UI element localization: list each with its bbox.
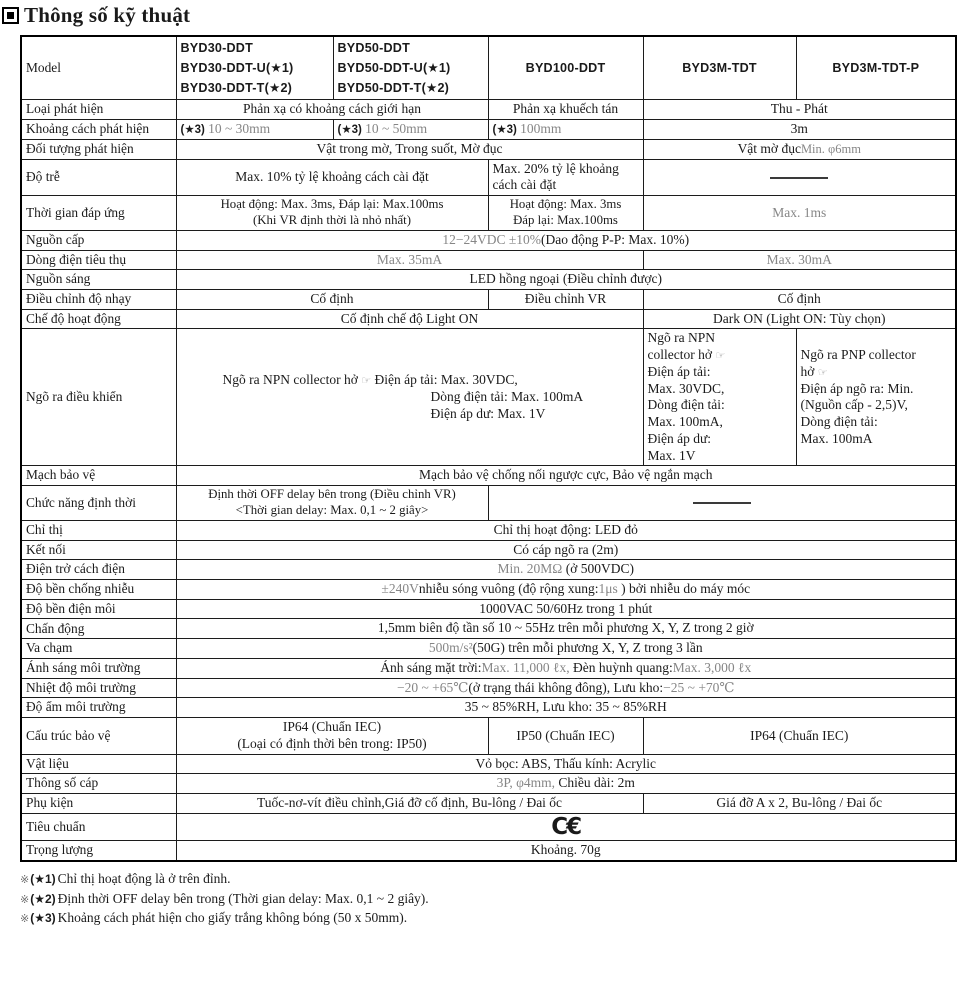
spec-text: Max. 30mA (766, 251, 832, 267)
spec-text: ) bởi nhiễu do máy móc (621, 581, 751, 597)
row-label: Đối tượng phát hiện (21, 139, 176, 159)
spec-text: (★3) (492, 124, 521, 137)
spec-text: Dòng điện tải: (647, 397, 725, 413)
spec-text: Min. 20MΩ (497, 561, 566, 577)
spec-text: ☞ (817, 365, 828, 379)
spec-text: <Thời gian delay: Max. 0,1 ~ 2 giây> (235, 502, 429, 517)
spec-text: Vật trong mờ, Trong suốt, Mờ đục (316, 140, 503, 156)
spec-text: Chỉ thị hoạt động: LED đỏ (493, 521, 638, 537)
spec-text: ☞ (361, 374, 372, 388)
spec-text: Max. 100mA (800, 430, 873, 446)
spec-value (333, 120, 488, 140)
spec-text: nhiễu sóng vuông (độ rộng xung: (418, 581, 599, 597)
ce-mark-icon: C€ (551, 813, 581, 840)
spec-value (176, 486, 488, 521)
footnote-marker: (★3) (30, 911, 56, 926)
spec-row (21, 196, 956, 231)
row-label: Vật liệu (21, 754, 176, 774)
spec-row (21, 813, 956, 840)
row-label: Khoảng cách phát hiện (21, 120, 176, 140)
spec-value (643, 159, 956, 195)
spec-text: Khoảng. 70g (530, 841, 601, 857)
model-name: BYD50-DDT-U(★1) (337, 61, 451, 76)
spec-text: Dòng điện tải: Max. 100mA (430, 389, 584, 405)
spec-value (176, 718, 488, 754)
row-label: Chấn động (21, 619, 176, 639)
spec-row (21, 619, 956, 639)
spec-text: Điều chỉnh VR (524, 291, 607, 307)
spec-row (21, 658, 956, 678)
spec-text: Ánh sáng mặt trời: (380, 659, 482, 675)
spec-value (176, 754, 956, 774)
spec-value (643, 120, 956, 140)
spec-value (176, 698, 956, 718)
row-label: Loại phát hiện (21, 100, 176, 120)
spec-value (176, 309, 643, 329)
spec-row (21, 678, 956, 698)
footnote-marker: (★2) (30, 891, 56, 906)
spec-text: Cố định chế độ Light ON (340, 310, 479, 326)
indent-spacer (181, 400, 431, 401)
spec-value (176, 774, 956, 794)
row-label: Ánh sáng môi trường (21, 658, 176, 678)
row-label: Mạch bảo vệ (21, 466, 176, 486)
spec-text: (Nguồn cấp - 2,5)V, (800, 397, 908, 413)
footnotes (20, 870, 958, 927)
model-header-cell (488, 36, 643, 100)
spec-value (176, 658, 956, 678)
spec-row (21, 540, 956, 560)
spec-text: Điện áp ngõ ra: Min. (800, 380, 914, 396)
spec-text: 3m (790, 121, 808, 137)
spec-text: Vỏ bọc: ABS, Thấu kính: Acrylic (475, 755, 656, 771)
spec-row (21, 698, 956, 718)
spec-value (176, 196, 488, 231)
row-label: Ngõ ra điều khiển (21, 329, 176, 466)
spec-text: (Khi VR định thời là nhỏ nhất) (253, 212, 411, 227)
row-label: Va chạm (21, 639, 176, 659)
spec-value (176, 139, 643, 159)
spec-text: (50G) trên mỗi phương X, Y, Z trong 3 lần (472, 640, 703, 656)
spec-value (643, 718, 956, 754)
spec-value (176, 794, 643, 814)
row-label: Chế độ hoạt động (21, 309, 176, 329)
spec-text: 1,5mm biên độ tần số 10 ~ 55Hz trên mỗi phương X, Y, Z trong 2 giờ (377, 620, 754, 636)
spec-text: Tuốc-nơ-vít điều chỉnh,Giá đỡ cố định, Bu-lông / Đai ốc (256, 795, 563, 811)
spec-row (21, 309, 956, 329)
model-name: BYD30-DDT (180, 41, 253, 55)
row-label: Nhiệt độ môi trường (21, 678, 176, 698)
row-label: Kết nối (21, 540, 176, 560)
model-name: BYD50-DDT (337, 41, 410, 55)
spec-text: hở (800, 363, 818, 379)
model-header-cell (176, 36, 333, 100)
row-label: Nguồn sáng (21, 270, 176, 290)
spec-row (21, 718, 956, 754)
spec-value (643, 139, 956, 159)
spec-value (488, 486, 956, 521)
spec-text: collector hở (647, 347, 716, 363)
spec-text: Ngõ ra NPN (647, 330, 715, 346)
row-label: Thời gian đáp ứng (21, 196, 176, 231)
spec-value (643, 250, 956, 270)
spec-text: Max. 11,000 ℓx, (481, 659, 573, 675)
spec-text: Max. 30VDC, (647, 380, 725, 396)
spec-row (21, 580, 956, 600)
spec-row (21, 560, 956, 580)
spec-value (488, 196, 643, 231)
spec-row (21, 250, 956, 270)
dash-line (693, 502, 751, 504)
reference-mark-icon: ※ (20, 912, 30, 926)
footnote-text: Định thời OFF delay bên trong (Thời gian delay: Max. 0,1 ~ 2 giây). (57, 890, 429, 906)
spec-value (176, 100, 488, 120)
spec-row (21, 639, 956, 659)
model-name: BYD100-DDT (525, 61, 606, 76)
spec-text: Điện áp dư: (647, 430, 712, 446)
spec-row (21, 466, 956, 486)
spec-text: Max. 100mA, (647, 414, 723, 430)
spec-text: Điện áp dư: Max. 1V (430, 405, 546, 421)
spec-value (176, 520, 956, 540)
row-label: Độ bền chống nhiễu (21, 580, 176, 600)
spec-text: (Loại có định thời bên trong: IP50) (237, 735, 427, 751)
model-name: BYD30-DDT-T(★2) (180, 81, 293, 96)
spec-text: Điện áp tải: Max. 30VDC, (371, 372, 518, 388)
spec-value (176, 270, 956, 290)
spec-text: Phản xạ có khoảng cách giới hạn (242, 101, 422, 117)
spec-value (176, 619, 956, 639)
spec-text: Min. φ6mm (800, 141, 861, 156)
spec-row (21, 100, 956, 120)
row-label: Chỉ thị (21, 520, 176, 540)
spec-row (21, 520, 956, 540)
spec-value (643, 196, 956, 231)
model-name: BYD3M-TDT (682, 61, 757, 76)
spec-text: Hoạt động: Max. 3ms (509, 197, 622, 212)
footnote-text: Khoảng cách phát hiện cho giấy trắng không bóng (50 x 50mm). (57, 910, 408, 926)
spec-value (176, 599, 956, 619)
spec-value (176, 159, 488, 195)
spec-text: 500m/s² (428, 640, 473, 656)
spec-value (796, 329, 956, 466)
spec-row (21, 290, 956, 310)
spec-row (21, 599, 956, 619)
spec-value (488, 100, 643, 120)
section-square-icon (2, 7, 19, 24)
spec-value (176, 290, 488, 310)
spec-row (21, 840, 956, 860)
spec-value (643, 309, 956, 329)
spec-text: Dark ON (Light ON: Tùy chọn) (712, 310, 886, 326)
row-label: Độ bền điện môi (21, 599, 176, 619)
spec-text: Thu - Phát (770, 101, 828, 117)
footnote-line (20, 909, 958, 927)
spec-text: −20 ~ +65℃ (396, 679, 469, 695)
spec-text: Ngõ ra NPN collector hở (222, 372, 362, 388)
spec-value (176, 560, 956, 580)
spec-row (21, 486, 956, 521)
model-name: BYD3M-TDT-P (832, 61, 920, 76)
spec-value (176, 540, 956, 560)
row-label: Cấu trúc bảo vệ (21, 718, 176, 754)
spec-value (176, 120, 333, 140)
spec-text: 3P, φ4mm, (496, 775, 559, 791)
indent-spacer (181, 383, 223, 384)
spec-text: (★3) (337, 124, 366, 137)
spec-text: (Dao động P-P: Max. 10%) (541, 231, 690, 247)
model-name: BYD30-DDT-U(★1) (180, 61, 294, 76)
dash-line (770, 177, 828, 179)
spec-text: Max. 20% tỷ lệ khoảng cách cài đặt (492, 160, 619, 193)
row-label: Độ ẩm môi trường (21, 698, 176, 718)
spec-text: Định thời OFF delay bên trong (Điều chỉnh VR) (208, 487, 456, 502)
footnote-text: Chỉ thị hoạt động là ở trên đỉnh. (57, 870, 231, 886)
indent-spacer (181, 417, 431, 418)
spec-row (21, 794, 956, 814)
spec-text: 1μs (598, 581, 622, 597)
spec-text: IP64 (Chuẩn IEC) (282, 719, 382, 735)
spec-value (488, 120, 643, 140)
row-label: Thông số cáp (21, 774, 176, 794)
model-header-cell (796, 36, 956, 100)
footnote-line (20, 870, 958, 888)
spec-text: Max. 10% tỷ lệ khoảng cách cài đặt (235, 168, 429, 184)
row-label: Chức năng định thời (21, 486, 176, 521)
spec-text: Cố định (310, 291, 354, 307)
spec-row (21, 230, 956, 250)
spec-text: Max. 1ms (772, 204, 827, 220)
spec-row (21, 774, 956, 794)
spec-text: 35 ~ 85%RH, Lưu kho: 35 ~ 85%RH (464, 699, 667, 715)
spec-text: (ở 500VDC) (565, 561, 634, 577)
spec-value (488, 159, 643, 195)
spec-text: Mạch bảo vệ chống nối ngược cực, Bảo vệ ngắn mạch (418, 467, 713, 483)
footnote-marker: (★1) (30, 871, 56, 886)
row-label: Dòng điện tiêu thụ (21, 250, 176, 270)
spec-text: 10 ~ 50mm (365, 121, 428, 137)
spec-text: 10 ~ 30mm (208, 121, 271, 137)
spec-text: Dòng điện tải: (800, 414, 878, 430)
spec-text: Max. 1V (647, 447, 696, 463)
spec-value (176, 250, 643, 270)
spec-text: 100mm (520, 121, 562, 137)
spec-text: IP64 (Chuẩn IEC) (750, 727, 849, 743)
footnote-line (20, 890, 958, 908)
reference-mark-icon: ※ (20, 892, 30, 906)
model-header-cell (643, 36, 796, 100)
spec-text: (ở trạng thái không đông), Lưu kho: (468, 679, 664, 695)
reference-mark-icon: ※ (20, 872, 30, 886)
spec-text: Đáp lại: Max.100ms (513, 212, 618, 227)
spec-row (21, 270, 956, 290)
spec-value (643, 794, 956, 814)
spec-text: LED hồng ngoại (Điều chỉnh được) (469, 271, 663, 287)
spec-text: ±240V (381, 581, 419, 597)
spec-row (21, 120, 956, 140)
spec-value (643, 329, 796, 466)
spec-row (21, 139, 956, 159)
spec-value (176, 329, 643, 466)
spec-text: Chiều dài: 2m (558, 775, 635, 791)
spec-text: (★3) (180, 124, 209, 137)
spec-value (176, 580, 956, 600)
spec-text: Điện áp tải: (647, 363, 711, 379)
spec-text: 1000VAC 50/60Hz trong 1 phút (479, 600, 653, 616)
spec-value (176, 678, 956, 698)
spec-text: Max. 35mA (376, 251, 443, 267)
spec-text: Phản xạ khuếch tán (512, 101, 619, 117)
spec-table (20, 35, 957, 862)
spec-value (643, 290, 956, 310)
page-title-text: Thông số kỹ thuật (24, 3, 191, 27)
row-label: Phụ kiện (21, 794, 176, 814)
spec-text: Giá đỡ A x 2, Bu-lông / Đai ốc (716, 795, 883, 811)
model-header-cell (333, 36, 488, 100)
row-label: Độ trễ (21, 159, 176, 195)
spec-value (176, 840, 956, 860)
spec-text: Vật mờ đục (737, 140, 801, 156)
spec-value (176, 230, 956, 250)
row-label: Tiêu chuẩn (21, 813, 176, 840)
row-label: Điều chỉnh độ nhạy (21, 290, 176, 310)
spec-row (21, 159, 956, 195)
spec-text: Max. 3,000 ℓx (672, 659, 752, 675)
spec-text: 12−24VDC ±10% (442, 231, 542, 247)
spec-row (21, 329, 956, 466)
spec-text: Đèn huỳnh quang: (573, 659, 673, 675)
page-title (2, 3, 958, 28)
row-label-model: Model (21, 36, 176, 100)
spec-value (488, 718, 643, 754)
row-label: Nguồn cấp (21, 230, 176, 250)
spec-text: Có cáp ngõ ra (2m) (513, 541, 619, 557)
spec-value (176, 639, 956, 659)
spec-text: Hoạt động: Max. 3ms, Đáp lại: Max.100ms (220, 197, 444, 212)
spec-text: Cố định (777, 291, 821, 307)
spec-row (21, 754, 956, 774)
spec-value (176, 466, 956, 486)
row-label: Trọng lượng (21, 840, 176, 860)
row-label: Điện trở cách điện (21, 560, 176, 580)
spec-text: Ngõ ra PNP collector (800, 347, 916, 363)
spec-value (488, 290, 643, 310)
model-name: BYD50-DDT-T(★2) (337, 81, 450, 96)
spec-text: ☞ (715, 349, 726, 363)
spec-text: −25 ~ +70℃ (663, 679, 735, 695)
model-header-row (21, 36, 956, 100)
spec-text: IP50 (Chuẩn IEC) (516, 727, 615, 743)
spec-value (643, 100, 956, 120)
spec-value (176, 813, 956, 840)
